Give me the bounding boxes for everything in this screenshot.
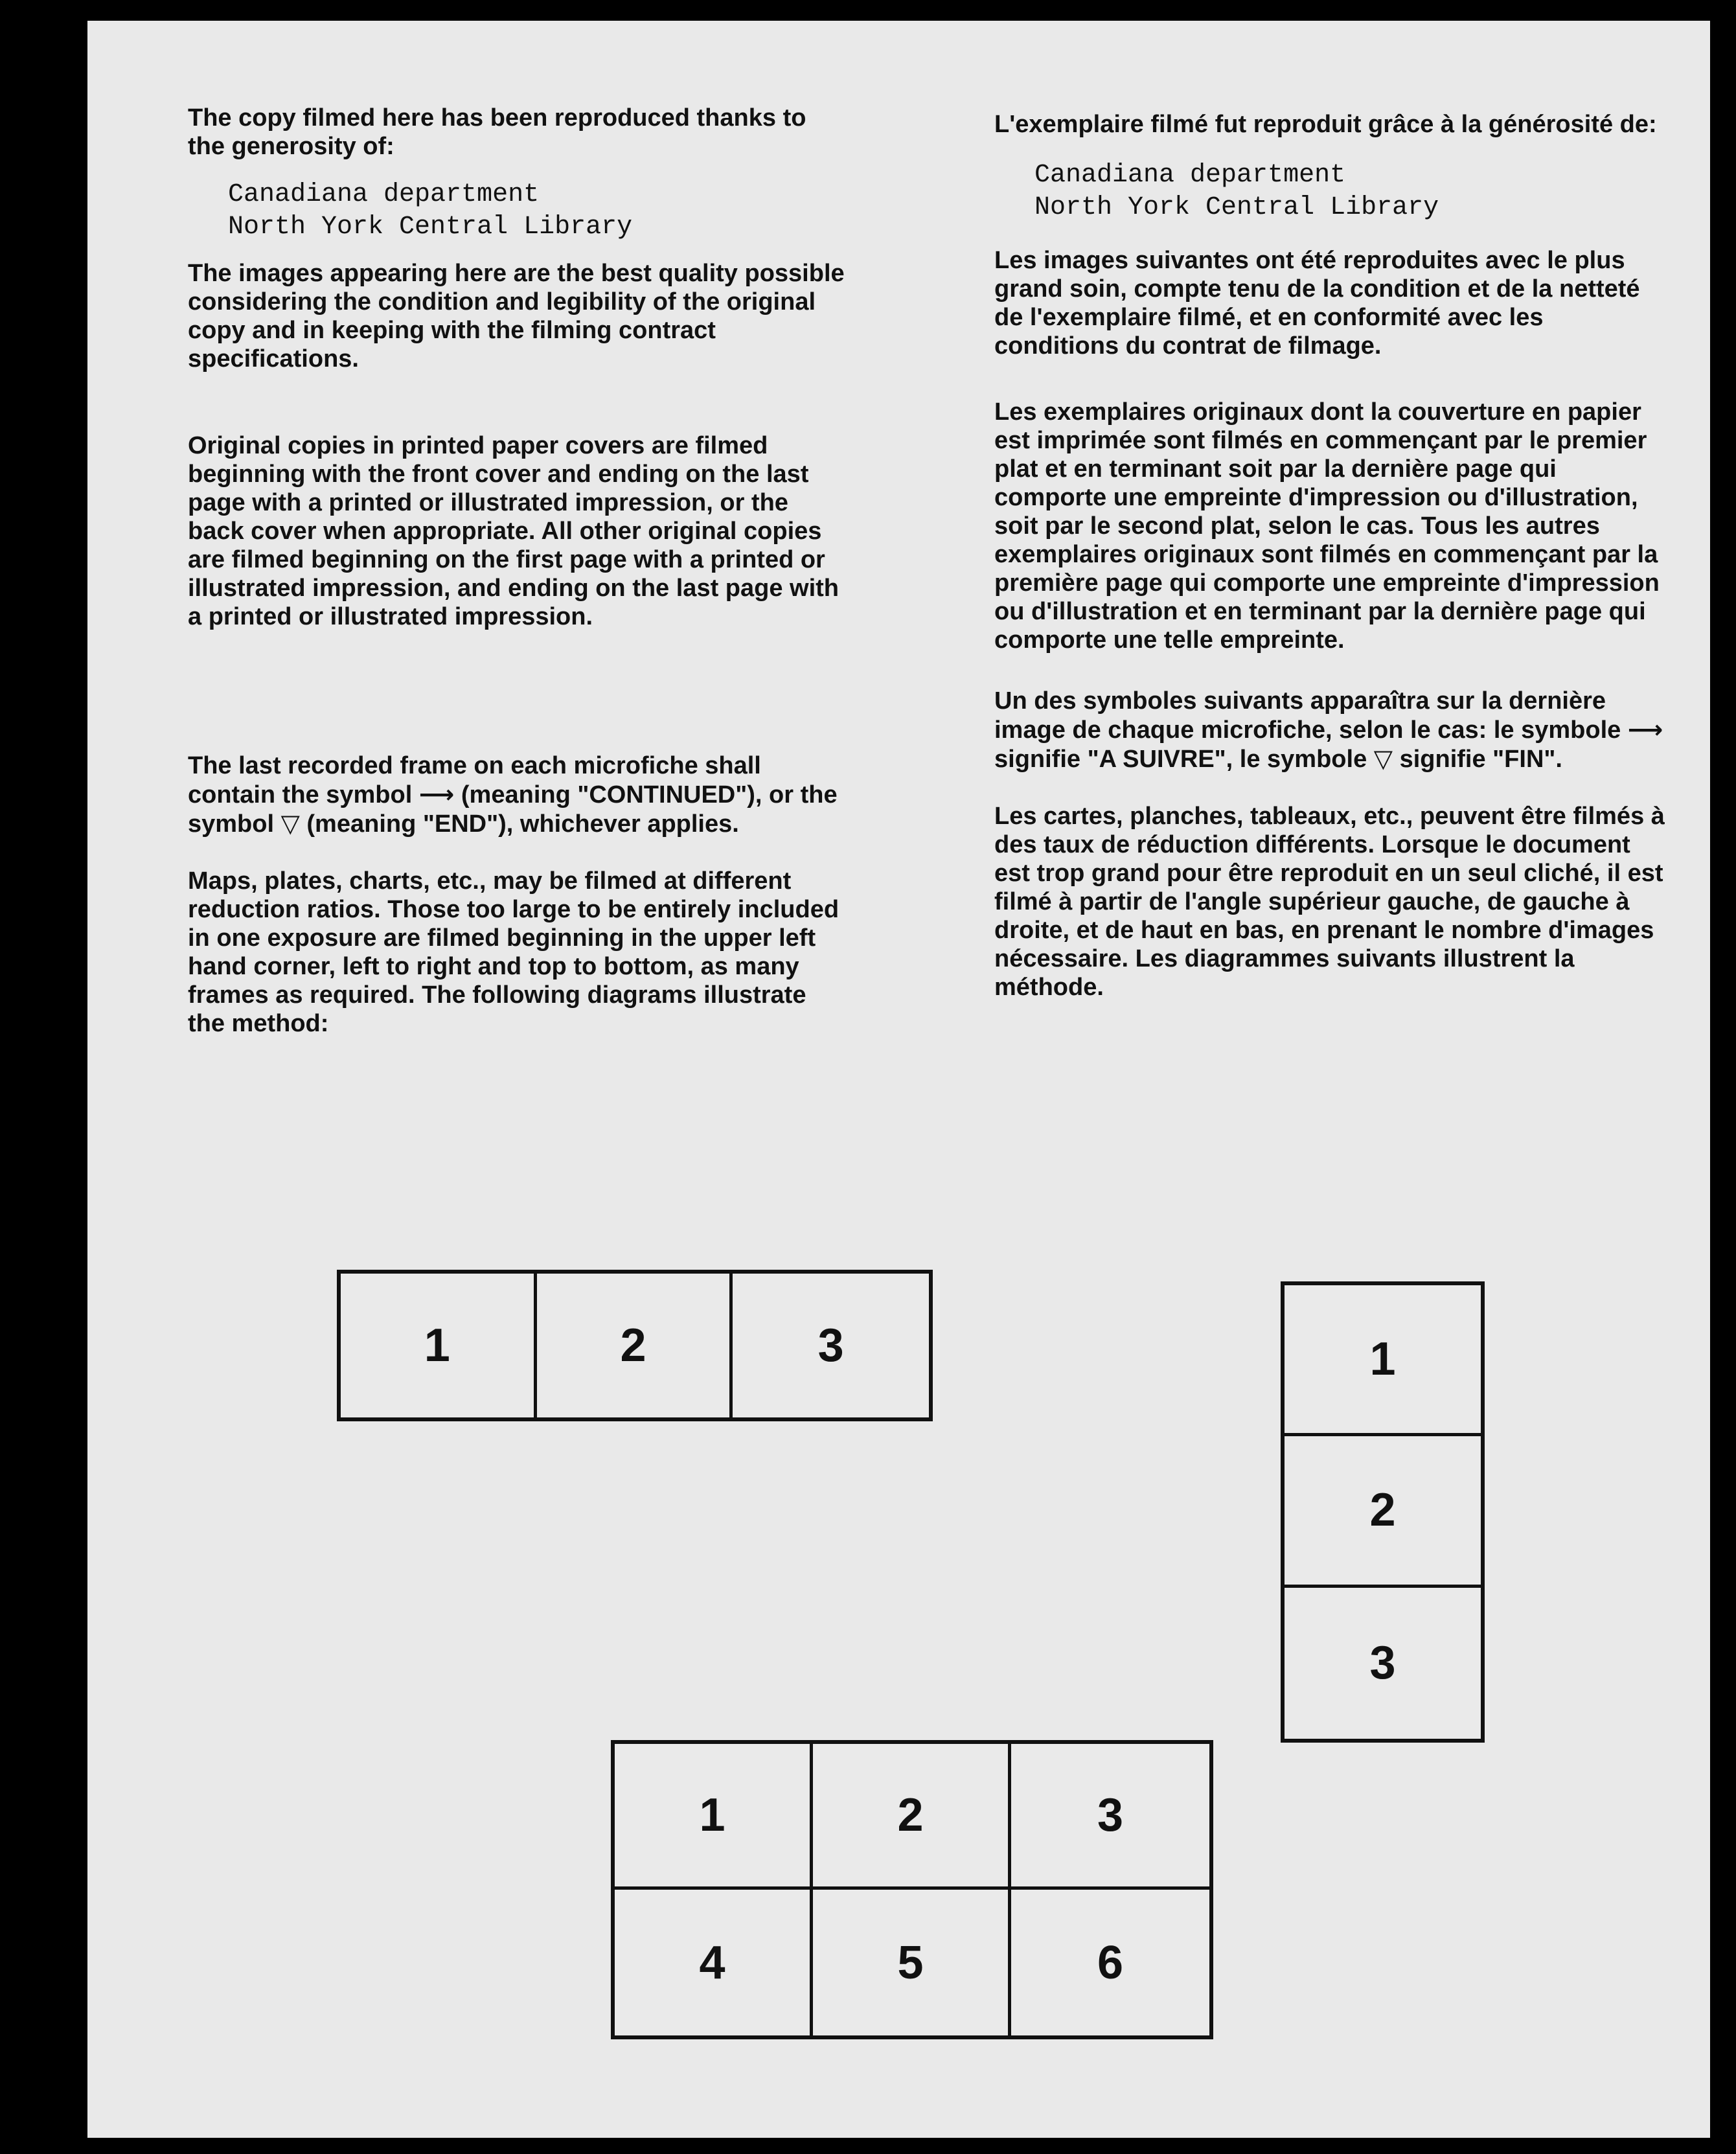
end-triangle-icon: ▽: [1373, 744, 1393, 773]
frame-cell: 3: [817, 1320, 844, 1371]
frame-cell: 1: [615, 1744, 813, 1890]
english-symbols-paragraph: [188, 751, 849, 838]
continued-arrow-icon: ⟶: [418, 780, 455, 808]
french-maps-paragraph: Les cartes, planches, tableaux, etc., peuvent être filmés à des taux de réduction différents. Lorsque le document est trop grand pour être reproduit en un seul cliché, il est filmé à partir de l'angle supérieur gauche, de gauche à droite, et de haut en bas, en prenant le nombre d'images nécessaire. Les diagrammes suivants illustrent la méthode.: [994, 803, 1665, 1001]
frame-cell: 6: [1097, 1936, 1124, 1989]
french-symbols-text-a: Un des symboles suivants apparaîtra sur la dernière image de chaque microfiche, selon le cas: le symbole: [994, 687, 1621, 744]
french-intro: L'exemplaire filmé fut reproduit grâce à la générosité de:: [994, 111, 1657, 138]
frame-cell: 1: [341, 1274, 537, 1417]
frame-cell: 3: [1369, 1637, 1396, 1690]
french-institution-line2: North York Central Library: [1034, 193, 1439, 222]
frame-cell: 2: [813, 1744, 1011, 1890]
frame-cell: 4: [615, 1890, 813, 2035]
english-institution-line1: Canadiana department: [228, 180, 540, 209]
english-symbols-text-c: (meaning "END"), whichever applies.: [306, 810, 739, 838]
english-maps-paragraph: Maps, plates, charts, etc., may be filmed at different reduction ratios. Those too large to be entirely included in one exposure are filmed beginning in the upper left hand corner, left to right and top to bottom, as many frames as required. The following diagrams illustrate the method:: [188, 867, 839, 1037]
frame-cell: 2: [537, 1274, 733, 1417]
french-symbols-paragraph: [994, 687, 1668, 773]
diagram-vertical-column: [1281, 1281, 1485, 1743]
english-originals-paragraph: Original copies in printed paper covers are filmed beginning with the front cover and ending on the last page with a printed or illustrated impression, or the back cover when appropriate. All other original copies are filmed beginning on the first page with a printed or illustrated impression, and ending on the last page with a printed or illustrated impression.: [188, 432, 839, 630]
english-institution-line2: North York Central Library: [228, 212, 633, 242]
french-originals-paragraph: Les exemplaires originaux dont la couverture en papier est imprimée sont filmés en commençant par le premier plat et en terminant soit par la dernière page qui comporte une empreinte d'impression ou d'illustration, soit par le second plat, selon le cas. Tous les autres exemplaires originaux sont filmés en commençant par la première page qui comporte une empreinte d'impression ou d'illustration et en terminant par la dernière page qui comporte une telle empreinte.: [994, 398, 1660, 654]
frame-cell: 1: [1285, 1285, 1481, 1436]
diagram-horizontal-row: [337, 1270, 933, 1421]
frame-cell: 2: [1285, 1436, 1481, 1587]
frame-cell: 5: [813, 1890, 1011, 2035]
english-intro: The copy filmed here has been reproduced thanks to the generosity of:: [188, 104, 806, 160]
english-symbols-text-b: (meaning "CONTINUED"), or the symbol: [188, 781, 838, 838]
english-quality-paragraph: The images appearing here are the best quality possible considering the condition and legibility of the original copy and in keeping with the filming contract specifications.: [188, 260, 845, 372]
end-triangle-icon: ▽: [280, 809, 300, 838]
french-institution-line1: Canadiana department: [1034, 161, 1346, 190]
frame-cell: 3: [1011, 1744, 1209, 1890]
english-symbols-text-a: The last recorded frame on each microfiche shall contain the symbol: [188, 752, 761, 808]
english-column: [188, 104, 849, 1038]
microfiche-target-sheet: [87, 21, 1710, 2138]
diagram-two-by-three-grid: [611, 1740, 1213, 2039]
french-column: [994, 110, 1668, 1002]
continued-arrow-icon: ⟶: [1627, 715, 1663, 744]
french-symbols-text-b: signifie "A SUIVRE", le symbole: [994, 746, 1367, 773]
french-quality-paragraph: Les images suivantes ont été reproduites avec le plus grand soin, compte tenu de la condition et de la netteté de l'exemplaire filmé, et en conformité avec les conditions du contrat de filmage.: [994, 247, 1640, 360]
french-symbols-text-c: signifie "FIN".: [1399, 746, 1562, 773]
